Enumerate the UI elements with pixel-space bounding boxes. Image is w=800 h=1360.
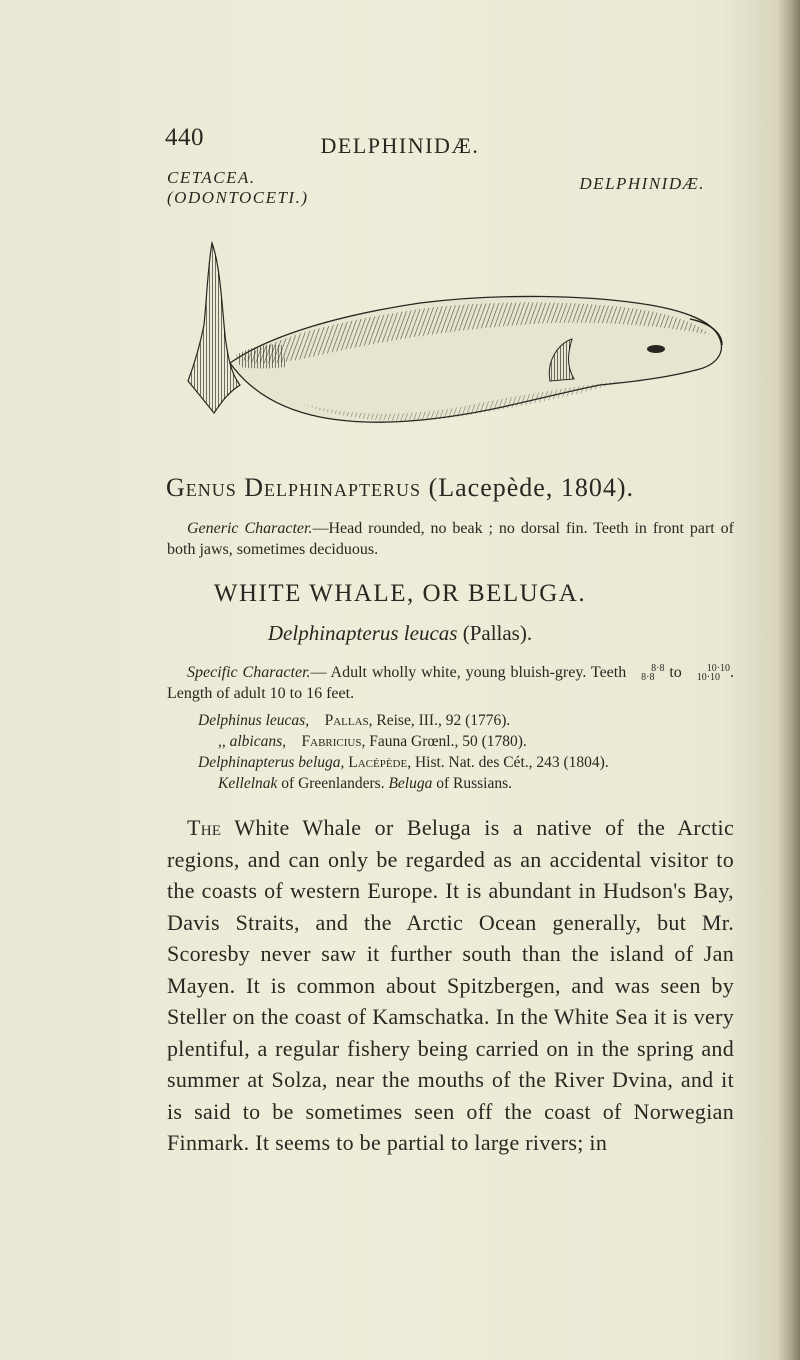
running-head: DELPHINIDÆ. (320, 133, 480, 158)
synonym-line: Delphinapterus beluga, Lacépède, Hist. Nat. des Cét., 243 (1804). (198, 754, 609, 771)
suborder-name: (ODONTOCETI.) (167, 188, 309, 207)
species-heading (0, 621, 800, 646)
species-authority: (Pallas). (462, 621, 533, 645)
body-text: White Whale or Beluga is a native of the Arctic regions, and can only be regarded as an accidental visitor to the coasts of western Europe. It is abundant in Hudson's Bay, Davis Straits, and the Arctic Ocean generally, but Mr. Scoresby never saw it further south than the island of Jan Mayen. It is common about Spitzbergen, and was seen by Steller on the coast of Kamschatka. In the White Sea it is very plentiful, a regular fishery being carried on in the spring and summer at Solza, near the mouths of the River Dvina, and it is said to be sometimes seen off the coast of Norwegian Finmark. It seems to be partial to large rivers; in (167, 815, 735, 1155)
specific-character-text-b: to (669, 664, 682, 681)
body-paragraph (167, 812, 734, 1159)
synonym-line: ,, albicans, Fabricius, Fauna Grœnl., 50 (1780). (218, 733, 527, 750)
order-name: CETACEA. (167, 168, 256, 187)
synonym-line: Delphinus leucas, Pallas, Reise, III., 92 (1776). (198, 712, 511, 729)
genus-heading (0, 473, 800, 503)
body-lead: The (187, 815, 222, 840)
page-edge-shadow (778, 0, 800, 1360)
generic-character-text: —Head rounded, no beak ; no dorsal fin. Teeth in front part of both jaws, sometimes deciduous. (167, 520, 734, 558)
family-name: DELPHINIDÆ. (579, 174, 705, 193)
teeth-fraction-min: 8·8 8·8 (641, 663, 665, 684)
genus-authority: (Lacepède, 1804). (428, 473, 634, 502)
species-scientific-name: Delphinapterus leucas (267, 621, 458, 645)
species-common-name: WHITE WHALE, OR BELUGA. (213, 580, 587, 607)
synonym-line: Kellelnak of Greenlanders. Beluga of Russians. (218, 775, 513, 792)
genus-name: Delphinapterus (244, 473, 422, 502)
specific-character-label: Specific Character. (187, 664, 311, 681)
generic-character (167, 518, 734, 560)
generic-character-label: Generic Character. (187, 520, 313, 537)
teeth-fraction-max: 10·10 10·10 (696, 663, 731, 684)
specific-character-text-a: — Adult wholly white, young bluish-grey. Teeth (310, 664, 627, 681)
beluga-whale-illustration (170, 235, 730, 460)
specific-character-text-c: . Length of adult 10 to 16 feet. (167, 664, 735, 702)
page-number: 440 (165, 124, 204, 151)
genus-prefix: Genus (166, 473, 237, 502)
specific-character (167, 662, 734, 704)
